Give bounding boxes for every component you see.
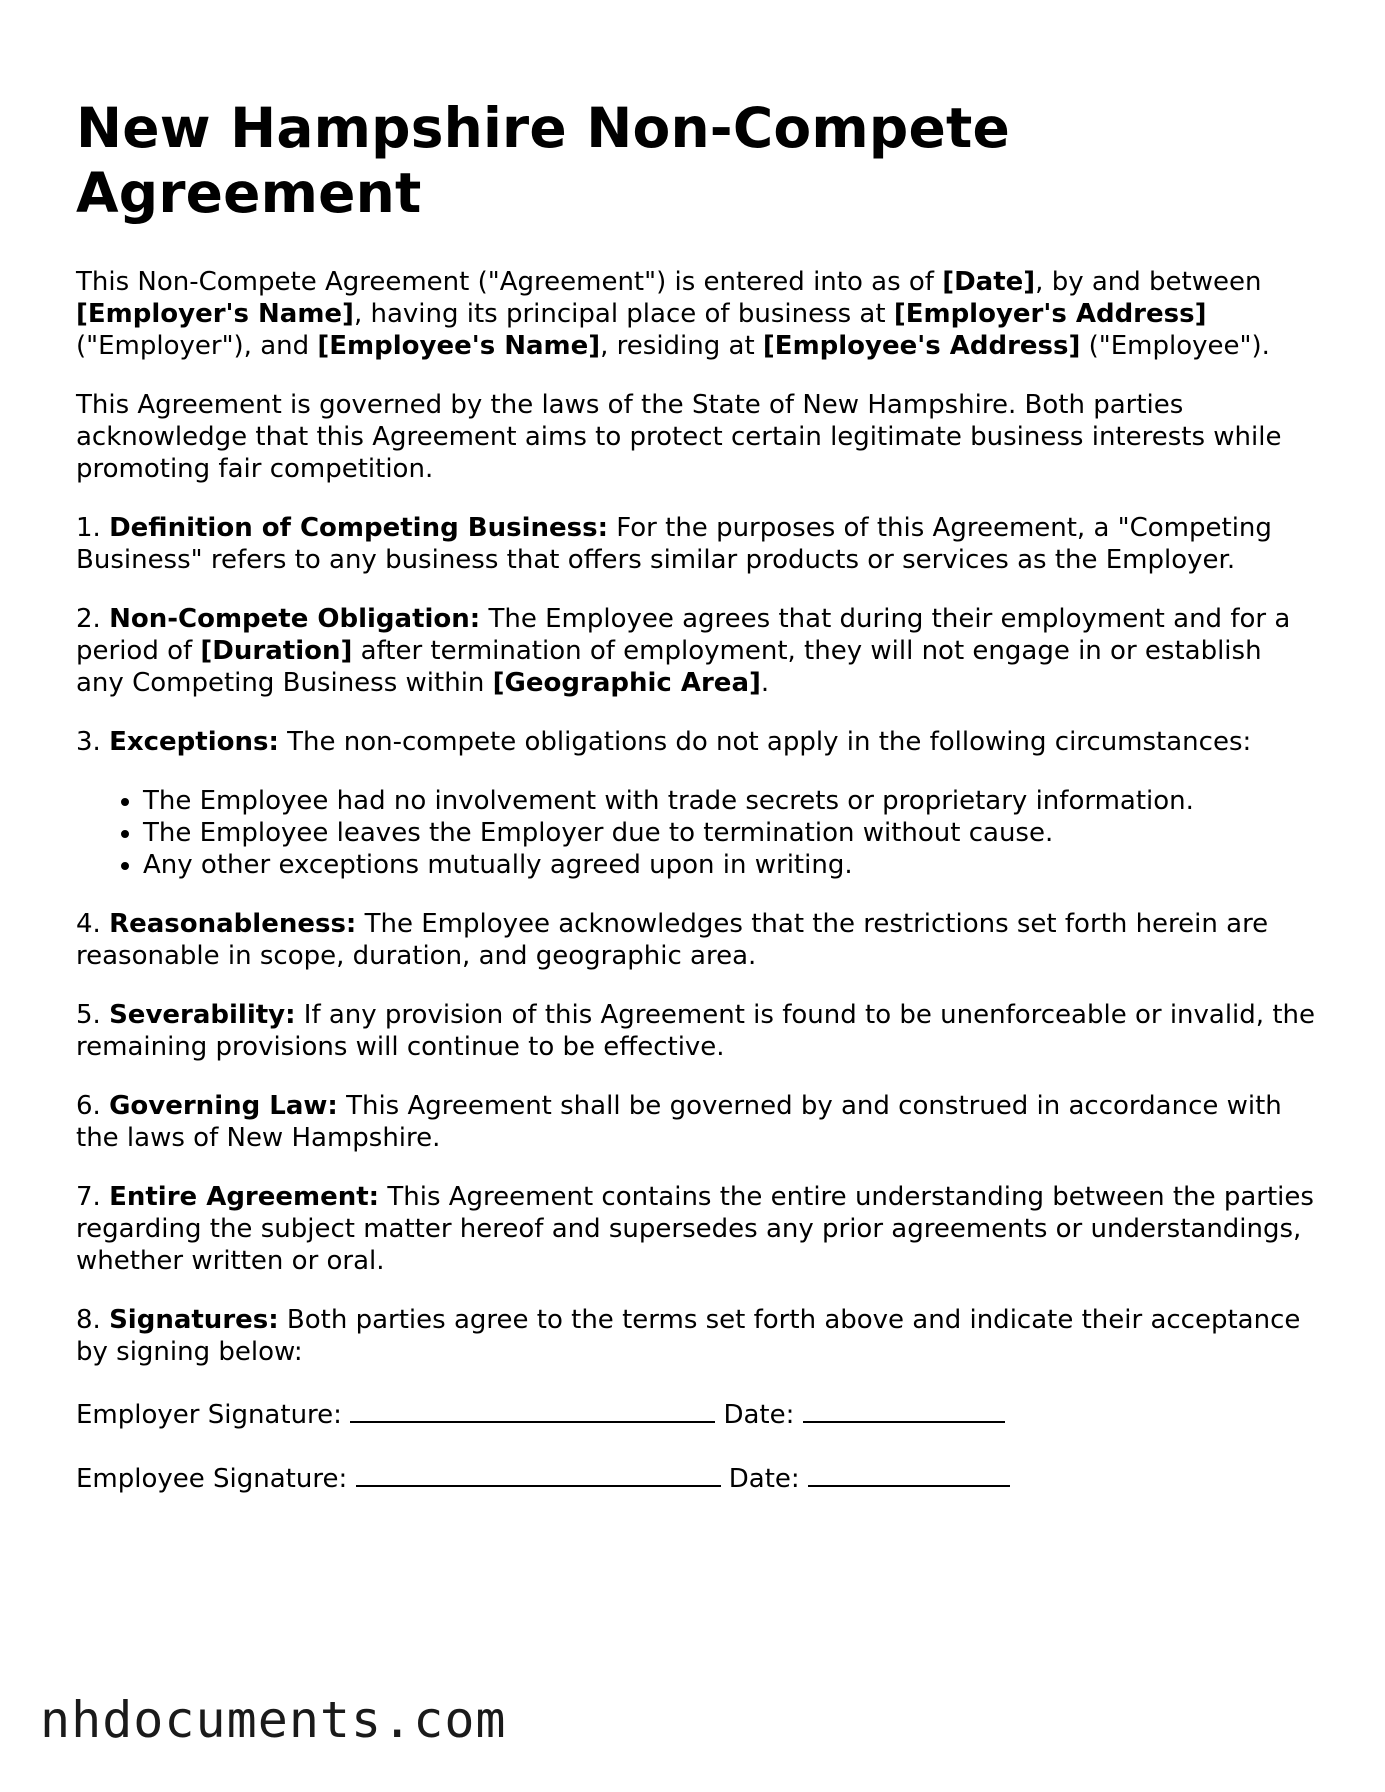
section-text: The Employee agrees that during their employment and for a period of [76,604,1291,666]
geographic-area-placeholder: [Geographic Area] [492,668,761,698]
site-watermark: nhdocuments.com [40,1691,507,1749]
intro-text: ("Employer"), and [76,331,318,361]
section-number: 6. [76,1091,110,1121]
list-item: • The Employee had no involvement with trade secrets or proprietary information. [143,785,1316,817]
section-7 [76,1181,1316,1277]
employer-date-label: Date: [715,1400,803,1430]
section-text: after termination of employment, they will not engage in or establish any Competing Business within [76,636,1262,698]
list-item: • Any other exceptions mutually agreed upon in writing. [143,849,1316,881]
employee-name-placeholder: [Employee's Name] [317,331,601,361]
section-4 [76,908,1316,972]
section-heading: Non-Compete Obligation: [109,604,481,634]
section-2 [76,603,1316,699]
section-5 [76,999,1316,1063]
section-number: 1. [76,513,110,543]
employer-date-field[interactable] [803,1395,1005,1423]
duration-placeholder: [Duration] [200,636,353,666]
section-number: 4. [76,909,110,939]
section-heading: Definition of Competing Business: [109,513,608,543]
document-page [76,96,1316,1523]
section-heading: Exceptions: [109,727,279,757]
page-title: New Hampshire Non-Compete Agreement [76,96,1010,225]
intro-paragraph [76,266,1316,362]
section-text: . [760,668,770,698]
employer-name-placeholder: [Employer's Name] [76,299,354,329]
section-text: The Employee acknowledges that the restrictions set forth herein are reasonable in scope, duration, and geographic area. [76,909,1269,971]
section-heading: Entire Agreement: [109,1182,380,1212]
section-text: If any provision of this Agreement is found to be unenforceable or invalid, the remaining provisions will continue to be effective. [76,1000,1315,1062]
date-placeholder: [Date] [942,267,1036,297]
section-1 [76,512,1316,576]
section-text: This Agreement shall be governed by and construed in accordance with the laws of New Hampshire. [76,1091,1282,1153]
employer-signature-label: Employer Signature: [76,1400,351,1430]
employee-signature-field[interactable] [356,1459,721,1487]
list-item: • The Employee leaves the Employer due to termination without cause. [143,817,1316,849]
employee-signature-label: Employee Signature: [76,1464,356,1494]
intro-text: ("Employee"). [1080,331,1270,361]
intro-text: , having its principal place of business at [353,299,894,329]
employee-signature-row [76,1459,1316,1495]
employee-date-field[interactable] [808,1459,1010,1487]
section-heading: Severability: [109,1000,296,1030]
section-3 [76,726,1316,758]
employee-address-placeholder: [Employee's Address] [762,331,1081,361]
section-heading: Signatures: [109,1305,279,1335]
section-text: This Agreement contains the entire understanding between the parties regarding the subject matter hereof and supersedes any prior agreements or understandings, whether written or oral. [76,1182,1314,1276]
intro-text: This Non-Compete Agreement ("Agreement") is entered into as of [76,267,943,297]
section-heading: Governing Law: [109,1091,338,1121]
section-6 [76,1090,1316,1154]
section-number: 7. [76,1182,110,1212]
section-text: The non-compete obligations do not apply in the following circumstances: [278,727,1252,757]
employer-signature-field[interactable] [350,1395,715,1423]
intro-text: , by and between [1035,267,1262,297]
section-number: 3. [76,727,110,757]
section-text: Both parties agree to the terms set forth above and indicate their acceptance by signing below: [76,1305,1301,1367]
section-text: For the purposes of this Agreement, a "Competing Business" refers to any business that offers similar products or services as the Employer. [76,513,1272,575]
section-number: 5. [76,1000,110,1030]
intro-text: , residing at [600,331,763,361]
section-number: 2. [76,604,110,634]
employee-date-label: Date: [720,1464,808,1494]
section-number: 8. [76,1305,110,1335]
section-8 [76,1304,1316,1368]
governing-intro-paragraph: This Agreement is governed by the laws of the State of New Hampshire. Both parties acknowledge that this Agreement aims to protect certain legitimate business interests while promoting fair competition. [76,390,1282,484]
employer-signature-row [76,1395,1316,1431]
exceptions-list [76,785,1316,881]
section-heading: Reasonableness: [109,909,357,939]
employer-address-placeholder: [Employer's Address] [893,299,1207,329]
